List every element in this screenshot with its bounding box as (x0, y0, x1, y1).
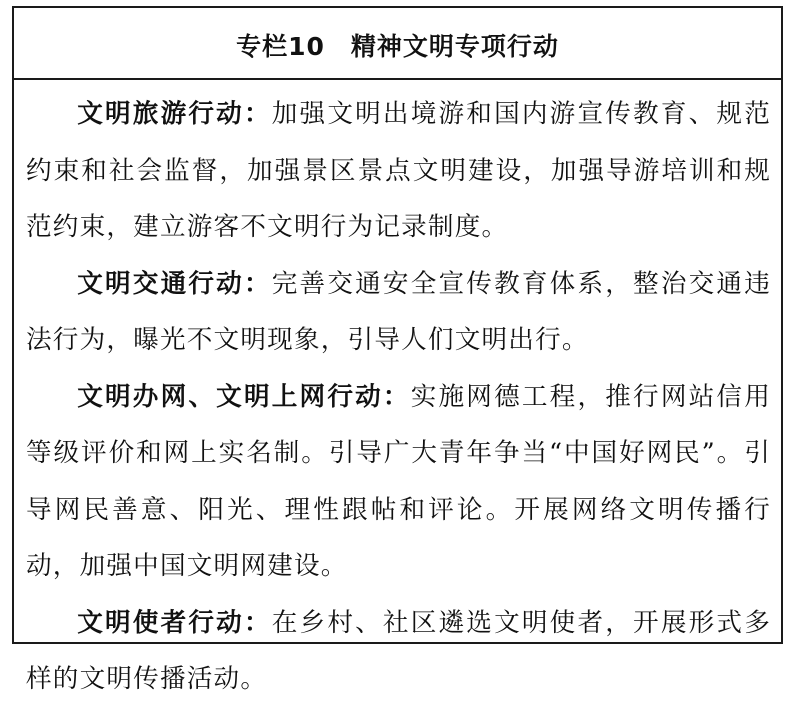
paragraph-lead: 文明使者行动： (77, 607, 272, 638)
paragraph-lead: 文明旅游行动： (77, 99, 272, 129)
paragraph-body: 加强文明出境游和国内游宣传教育、规范约束和社会监督，加强景区景点文明建设，加强导游培训和规范约束，建立游客不文明行为记录制度。 (26, 99, 771, 242)
paragraph-body: 完善交通安全宣传教育体系，整治交通违法行为，曝光不文明现象，引导人们文明出行。 (26, 268, 771, 355)
paragraph-civilized-ambassador (26, 595, 771, 708)
column-header (14, 8, 781, 80)
paragraph-lead: 文明交通行动： (77, 268, 272, 299)
paragraph-civilized-internet (26, 369, 771, 595)
paragraph-body: 实施网德工程，推行网站信用等级评价和网上实名制。引导广大青年争当“中国好网民”。引导网民善意、阳光、理性跟帖和评论。开展网络文明传播行动，加强中国文明网建设。 (26, 381, 771, 581)
column-content (14, 80, 781, 708)
paragraph-civilized-traffic (26, 256, 771, 369)
paragraph-lead: 文明办网、文明上网行动： (77, 381, 411, 412)
paragraph-body: 在乡村、社区遴选文明使者，开展形式多样的文明传播活动。 (26, 607, 771, 694)
column-box (12, 6, 783, 694)
paragraph-civilized-tourism (26, 86, 771, 256)
column-title: 专栏10 精神文明专项行动 (236, 32, 559, 61)
